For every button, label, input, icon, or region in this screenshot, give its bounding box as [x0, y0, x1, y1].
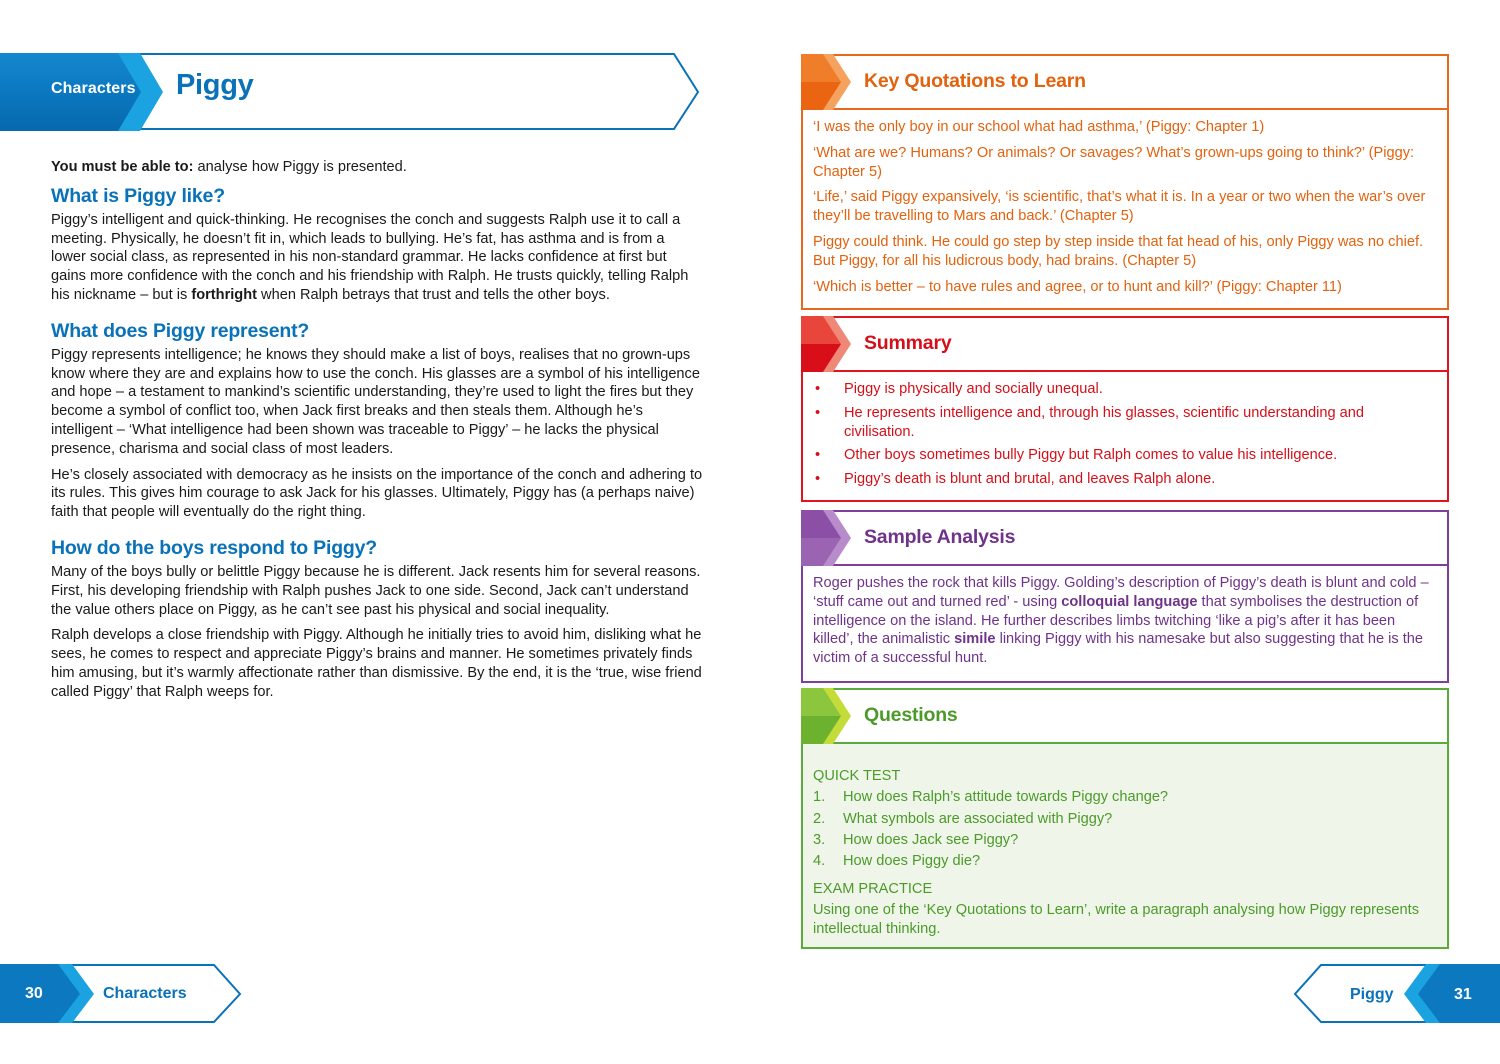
footer-left-tab [0, 964, 245, 1024]
section-what-is-piggy-like [51, 184, 703, 305]
box-header [803, 56, 1447, 110]
key-quotations-box [801, 54, 1449, 310]
section-heading: What does Piggy represent? [51, 319, 310, 342]
learning-objective [51, 158, 703, 177]
chevron-arrow-icon [801, 54, 853, 110]
section-label: Characters [51, 80, 136, 97]
question-text: How does Jack see Piggy? [843, 831, 1019, 848]
quick-test-list [813, 787, 1437, 872]
paragraph [51, 211, 703, 305]
chevron-arrow-icon [801, 316, 853, 372]
key-term-simile: simile [954, 631, 996, 648]
summary-list [803, 372, 1447, 500]
footer-section-label: Piggy [1350, 986, 1394, 1003]
footer-right-tab [1293, 964, 1500, 1024]
chevron-arrow-icon [801, 510, 853, 566]
key-term-forthright: forthright [191, 286, 257, 303]
exam-practice-heading: EXAM PRACTICE [813, 881, 933, 898]
quick-test-question [813, 830, 1437, 851]
paragraph-text: linking Piggy with his namesake but also suggesting that he is the victim of a successful hunt. [813, 631, 1424, 667]
paragraph-text: Roger pushes the rock that kills Piggy. Golding’s description of Piggy’s death is blunt and cold – ‘stuff came out and turned red’ - using [813, 575, 1429, 610]
section-heading: How do the boys respond to Piggy? [51, 536, 377, 559]
quotation: ‘Life,’ said Piggy expansively, ‘is scientific, that’s what it is. In a year or two when the war’s over they’ll be travelling to Mars and back.’ (Chapter 5) [813, 189, 1426, 225]
box-header [803, 690, 1447, 744]
questions-box [801, 688, 1449, 949]
paragraph: Ralph develops a close friendship with Piggy. Although he initially tries to avoid him, disliking what he sees, he comes to respect and appreciate Piggy’s brains and manner. He sometimes privately finds him amusing, but it’s warmly affectionate rather than dismissive. By the end, it is the ‘true, wise friend called Piggy’ that Ralph weeps for. [51, 627, 702, 700]
quotation: ‘Which is better – to have rules and agree, or to hunt and kill?’ (Piggy: Chapter 11) [813, 278, 1342, 295]
question-number: 3. [813, 831, 826, 848]
box-title: Sample Analysis [864, 526, 1016, 548]
question-text: How does Ralph’s attitude towards Piggy change? [843, 789, 1169, 806]
question-number: 1. [813, 789, 826, 806]
sample-analysis-box [801, 510, 1449, 683]
quick-test-question [813, 787, 1437, 808]
bullet-icon: • [815, 404, 821, 421]
quotations-list [803, 110, 1447, 309]
footer-section-label: Characters [103, 985, 187, 1002]
paragraph-text: Piggy’s intelligent and quick-thinking. He recognises the conch and suggests Ralph use it to call a meeting. Physically, he doesn’t fit in, which leads to bullying. He’s fat, has asthma and is from a lower social class, as represented in his non-standard grammar. He lacks confidence at first but gains more confidence with the conch and his friendship with Ralph. He trusts quickly, telling Ralph his nickname – but is [51, 211, 689, 303]
summary-item [813, 446, 1437, 465]
question-text: What symbols are associated with Piggy? [843, 810, 1113, 827]
objective-label: You must be able to: [51, 159, 194, 175]
questions-content [803, 744, 1447, 945]
summary-item [813, 380, 1437, 399]
quotation: ‘What are we? Humans? Or animals? Or savages? What’s grown-ups going to think?’ (Piggy: Chapter 5) [813, 144, 1415, 180]
quotation: ‘I was the only boy in our school what had asthma,’ (Piggy: Chapter 1) [813, 119, 1265, 135]
paragraph: He’s closely associated with democracy as he insists on the importance of the conch and adhering to its rules. This gives him courage to ask Jack for his glasses. Ultimately, Piggy has (a perhaps naive) faith that people will eventually do the right thing. [51, 466, 703, 521]
box-header [803, 512, 1447, 566]
box-header [803, 318, 1447, 372]
chapter-header-banner [0, 53, 700, 131]
section-how-do-boys-respond [51, 536, 703, 702]
box-title: Questions [864, 704, 958, 726]
key-term-colloquial-language: colloquial language [1061, 593, 1198, 610]
box-title: Summary [864, 332, 952, 354]
summary-text: He represents intelligence and, through his glasses, scientific understanding and civilisation. [844, 404, 1365, 440]
summary-item [813, 404, 1437, 442]
question-text: How does Piggy die? [843, 853, 981, 870]
summary-box [801, 316, 1449, 502]
page-title: Piggy [176, 69, 254, 101]
section-what-does-piggy-represent [51, 319, 703, 522]
bullet-icon: • [815, 381, 821, 397]
summary-text: Piggy’s death is blunt and brutal, and leaves Ralph alone. [844, 471, 1216, 488]
paragraph-text: when Ralph betrays that trust and tells the other boys. [257, 286, 610, 303]
objective-text: analyse how Piggy is presented. [193, 159, 407, 175]
page-number: 31 [1454, 986, 1472, 1003]
question-number: 4. [813, 853, 826, 870]
box-title: Key Quotations to Learn [864, 70, 1086, 92]
quick-test-question [813, 809, 1437, 830]
summary-text: Other boys sometimes bully Piggy but Ralph comes to value his intelligence. [844, 447, 1338, 464]
quotation: Piggy could think. He could go step by step inside that fat head of his, only Piggy was no chief. But Piggy, for all his ludicrous body, had brains. (Chapter 5) [813, 233, 1424, 269]
bullet-icon: • [815, 471, 821, 488]
quick-test-question [813, 851, 1437, 872]
paragraph-text: that symbolises the destruction of intelligence on the island. He further describes limbs twitching ‘like a pig’s after it has been killed’, the animalistic [813, 593, 1419, 648]
chevron-arrow-icon [801, 688, 853, 744]
analysis-text [803, 566, 1447, 674]
summary-text: Piggy is physically and socially unequal. [844, 381, 1103, 397]
section-heading: What is Piggy like? [51, 184, 225, 207]
left-page-body [51, 158, 703, 716]
quick-test-heading: QUICK TEST [813, 768, 901, 784]
bullet-icon: • [815, 447, 821, 464]
paragraph: Piggy represents intelligence; he knows they should make a list of boys, realises that no grown-ups know where they are and explains how to use the conch. His glasses are a symbol of his intelligence and hope – a testament to mankind’s scientific understanding, they’re used to light the fires but they become a symbol of conflict too, when Jack first breaks and then steals them. Although he’s intelligent – ‘What intelligence had been shown was traceable to Piggy’ – he lacks the physical presence, charisma and social class of most leaders. [51, 346, 700, 457]
summary-item [813, 470, 1437, 489]
question-number: 2. [813, 810, 826, 827]
exam-practice-text: Using one of the ‘Key Quotations to Learn’, write a paragraph analysing how Piggy represents intellectual thinking. [813, 901, 1419, 937]
page-number: 30 [25, 985, 43, 1002]
paragraph: Many of the boys bully or belittle Piggy because he is different. Jack resents him for several reasons. First, his developing friendship with Ralph pushes Jack to one side. Second, Jack can’t understand the value others place on Piggy, as he can’t see past his physical and social inequality. [51, 563, 701, 618]
paragraph [813, 574, 1437, 668]
